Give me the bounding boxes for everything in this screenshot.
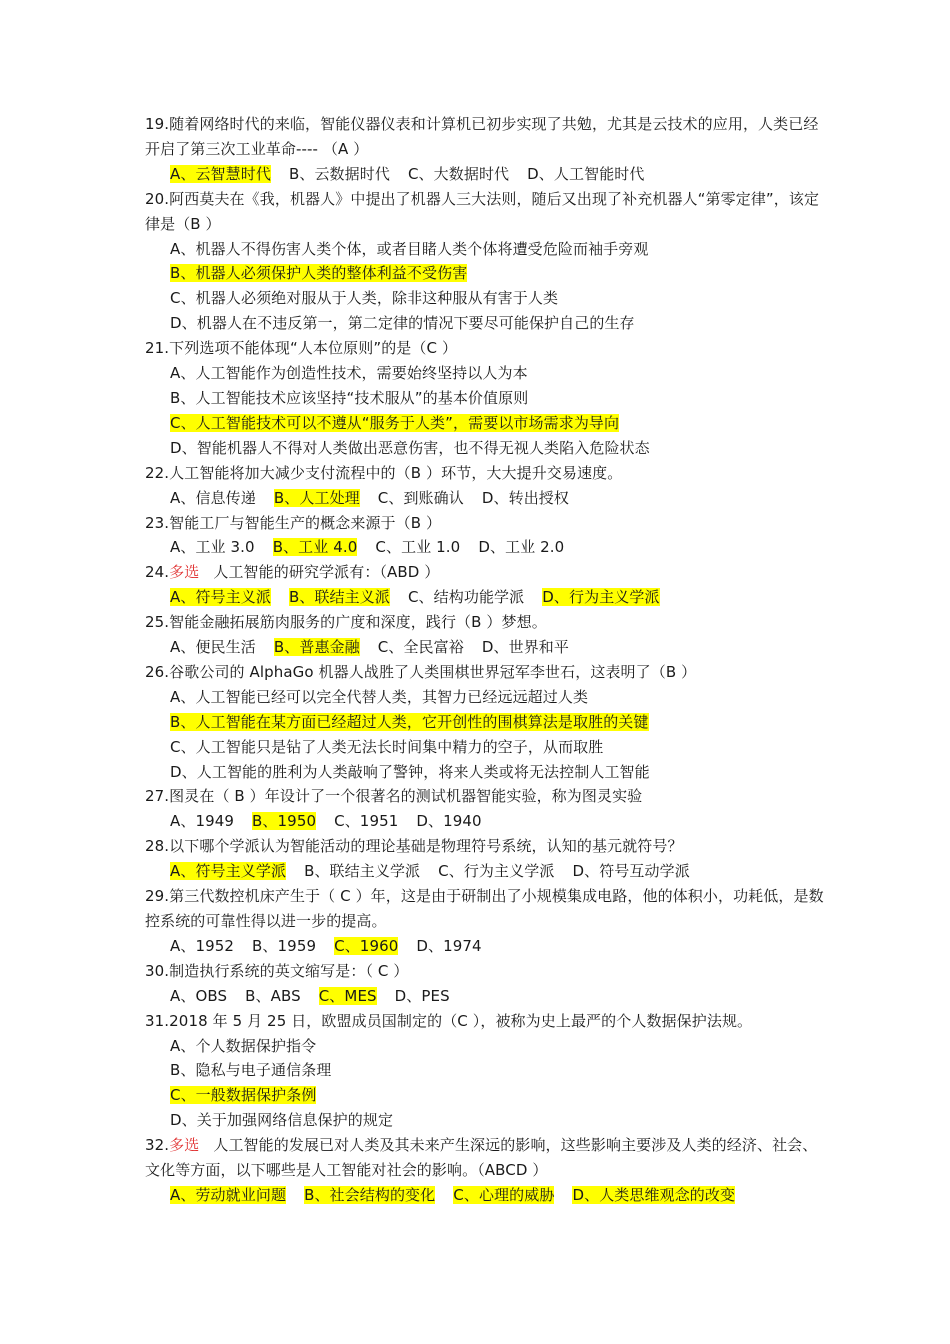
answer-option: D、工业 2.0 xyxy=(478,538,565,557)
answer-option: A、1952 xyxy=(170,936,235,955)
answer-option: B、云数据时代 xyxy=(288,164,390,183)
option-row xyxy=(145,286,825,311)
option-row xyxy=(145,361,825,386)
answer-option: D、1974 xyxy=(416,936,482,955)
multi-select-tag: 多选 xyxy=(169,563,200,582)
option-row xyxy=(145,535,825,560)
option-row xyxy=(145,261,825,286)
answer-option: D、转出授权 xyxy=(481,488,570,507)
option-row xyxy=(145,1083,825,1108)
answer-option: A、人工智能作为创造性技术，需要始终坚持以人为本 xyxy=(170,364,528,383)
answer-option: A、1949 xyxy=(170,812,235,831)
answer-option-correct: C、1960 xyxy=(334,936,399,955)
option-row xyxy=(145,411,825,436)
question-document xyxy=(145,112,825,1208)
question-stem: 23.智能工厂与智能生产的概念来源于（B ） xyxy=(145,513,442,532)
answer-option: C、1951 xyxy=(334,812,399,831)
option-row xyxy=(145,809,825,834)
option-row xyxy=(145,710,825,735)
option-row xyxy=(145,1183,825,1208)
answer-option: C、工业 1.0 xyxy=(375,538,461,557)
answer-option: B、隐私与电子通信条理 xyxy=(170,1061,332,1080)
answer-option: A、OBS xyxy=(170,986,228,1005)
answer-option-correct: C、心理的威胁 xyxy=(453,1185,555,1204)
answer-option-correct: A、符号主义学派 xyxy=(170,862,287,881)
question-stem xyxy=(145,560,825,585)
answer-option: A、信息传递 xyxy=(170,488,256,507)
answer-option-correct: B、机器人必须保护人类的整体利益不受伤害 xyxy=(170,264,468,283)
answer-option: C、结构功能学派 xyxy=(407,588,525,607)
question-stem: 29.第三代数控机床产生于（ C ）年，这是由于研制出了小规模集成电路，他的体积小，功耗低，是数控系统的可靠性得以进一步的提高。 xyxy=(145,887,824,930)
answer-option: C、行为主义学派 xyxy=(438,862,555,881)
option-row xyxy=(145,386,825,411)
question-stem: 19.随着网络时代的来临，智能仪器仪表和计算机已初步实现了共勉，尤其是云技术的应用，人类已经开启了第三次工业革命---- （A ） xyxy=(145,115,819,158)
question-stem: 26.谷歌公司的 AlphaGo 机器人战胜了人类围棋世界冠军李世石，这表明了（B ） xyxy=(145,662,697,681)
question-text: 人工智能的发展已对人类及其未来产生深远的影响，这些影响主要涉及人类的经济、社会、文化等方面，以下哪些是人工智能对社会的影响。（ABCD ） xyxy=(145,1136,818,1180)
answer-option-correct: D、行为主义学派 xyxy=(542,588,660,607)
question-stem xyxy=(145,1133,825,1183)
answer-option-correct: C、MES xyxy=(318,986,377,1005)
answer-option-correct: B、联结主义派 xyxy=(288,588,390,607)
option-row xyxy=(145,1058,825,1083)
answer-option: D、智能机器人不得对人类做出恶意伤害，也不得无视人类陷入危险状态 xyxy=(170,438,650,457)
question-stem: 28.以下哪个学派认为智能活动的理论基础是物理符号系统，认知的基元就符号？ xyxy=(145,837,683,856)
answer-option: C、人工智能只是钻了人类无法长时间集中精力的空子，从而取胜 xyxy=(170,737,604,756)
option-row xyxy=(145,635,825,660)
answer-option: D、机器人在不违反第一，第二定律的情况下要尽可能保护自己的生存 xyxy=(170,314,635,333)
answer-option: D、符号互动学派 xyxy=(572,862,690,881)
option-row xyxy=(145,486,825,511)
option-row xyxy=(145,1034,825,1059)
option-row xyxy=(145,934,825,959)
answer-option: A、人工智能已经可以完全代替人类，其智力已经远远超过人类 xyxy=(170,687,589,706)
question-text: 人工智能的研究学派有：（ABD ） xyxy=(213,563,440,582)
question-stem: 20.阿西莫夫在《我，机器人》中提出了机器人三大法则，随后又出现了补充机器人“第零定律”，该定律是（B ） xyxy=(145,189,820,233)
option-row xyxy=(145,1108,825,1133)
answer-option: C、全民富裕 xyxy=(377,638,464,657)
answer-option-correct: B、1950 xyxy=(252,812,317,831)
answer-option: A、工业 3.0 xyxy=(170,538,255,557)
question-stem: 30.制造执行系统的英文缩写是：（ C ） xyxy=(145,961,409,980)
option-row xyxy=(145,859,825,884)
question-stem: 21.下列选项不能体现“人本位原则”的是（C ） xyxy=(145,339,458,358)
answer-option: D、PES xyxy=(394,986,450,1005)
answer-option: D、人工智能时代 xyxy=(527,164,645,183)
option-row xyxy=(145,311,825,336)
question-stem: 31.2018 年 5 月 25 日，欧盟成员国制定的（C ），被称为史上最严的个人数据保护法规。 xyxy=(145,1011,753,1030)
answer-option: B、ABS xyxy=(245,986,301,1005)
answer-option-correct: A、云智慧时代 xyxy=(170,164,271,183)
answer-option-correct: C、一般数据保护条例 xyxy=(170,1086,317,1105)
option-row xyxy=(145,162,825,187)
answer-option: B、1959 xyxy=(252,936,317,955)
answer-option: C、机器人必须绝对服从于人类，除非这种服从有害于人类 xyxy=(170,289,559,308)
option-row xyxy=(145,735,825,760)
option-row xyxy=(145,436,825,461)
answer-option: A、机器人不得伤害人类个体，或者目睹人类个体将遭受危险而袖手旁观 xyxy=(170,239,649,258)
answer-option: B、联结主义学派 xyxy=(304,862,421,881)
answer-option: A、便民生活 xyxy=(170,638,256,657)
option-row xyxy=(145,760,825,785)
answer-option-correct: D、人类思维观念的改变 xyxy=(572,1185,736,1204)
question-stem: 22.人工智能将加大减少支付流程中的（B ）环节，大大提升交易速度。 xyxy=(145,463,623,482)
answer-option-correct: B、普惠金融 xyxy=(273,638,360,657)
multi-select-tag: 多选 xyxy=(169,1136,200,1155)
option-row xyxy=(145,685,825,710)
question-number: 24. xyxy=(145,563,170,582)
answer-option-correct: C、人工智能技术可以不遵从“服务于人类”，需要以市场需求为导向 xyxy=(170,413,620,432)
option-row xyxy=(145,237,825,262)
answer-option-correct: B、工业 4.0 xyxy=(272,538,358,557)
option-row xyxy=(145,984,825,1009)
answer-option: D、世界和平 xyxy=(481,638,570,657)
option-row xyxy=(145,585,825,610)
answer-option: D、人工智能的胜利为人类敲响了警钟，将来人类或将无法控制人工智能 xyxy=(170,762,650,781)
answer-option-correct: B、人工智能在某方面已经超过人类，它开创性的围棋算法是取胜的关键 xyxy=(170,712,649,731)
answer-option-correct: A、符号主义派 xyxy=(170,588,271,607)
question-stem: 27.图灵在（ B ）年设计了一个很著名的测试机器智能实验，称为图灵实验 xyxy=(145,787,643,806)
answer-option-correct: A、劳动就业问题 xyxy=(170,1185,287,1204)
answer-option: A、个人数据保护指令 xyxy=(170,1036,317,1055)
answer-option: C、到账确认 xyxy=(377,488,464,507)
answer-option: D、关于加强网络信息保护的规定 xyxy=(170,1111,394,1130)
question-number: 32. xyxy=(145,1136,170,1155)
question-stem: 25.智能金融拓展筋肉服务的广度和深度，践行（B ）梦想。 xyxy=(145,613,547,632)
answer-option-correct: B、社会结构的变化 xyxy=(304,1185,436,1204)
answer-option: B、人工智能技术应该坚持“技术服从”的基本价值原则 xyxy=(170,388,529,407)
answer-option: C、大数据时代 xyxy=(407,164,510,183)
answer-option-correct: B、人工处理 xyxy=(273,488,360,507)
answer-option: D、1940 xyxy=(416,812,482,831)
